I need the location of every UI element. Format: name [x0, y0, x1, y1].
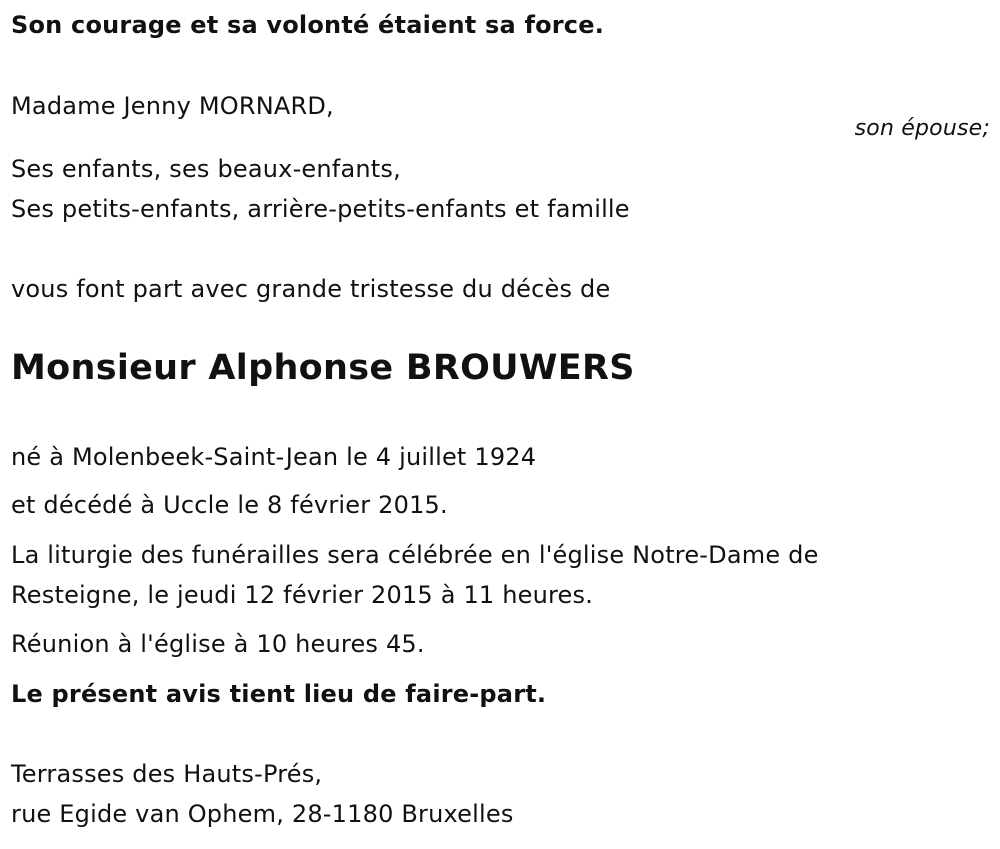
- address-line-2: rue Egide van Ophem, 28-1180 Bruxelles: [11, 800, 514, 828]
- notice-statement: Le présent avis tient lieu de faire-part.: [11, 680, 547, 708]
- death-line: et décédé à Uccle le 8 février 2015.: [11, 491, 448, 519]
- spouse-name: Madame Jenny MORNARD,: [11, 92, 334, 120]
- announcement-line: vous font part avec grande tristesse du décès de: [11, 275, 611, 303]
- address-line-1: Terrasses des Hauts-Prés,: [11, 760, 323, 788]
- deceased-name-heading: Monsieur Alphonse BROUWERS: [11, 348, 635, 388]
- birth-line: né à Molenbeek-Saint-Jean le 4 juillet 1924: [11, 443, 537, 471]
- funeral-line-1: La liturgie des funérailles sera célébrée en l'église Notre-Dame de: [11, 541, 819, 569]
- meeting-line: Réunion à l'église à 10 heures 45.: [11, 630, 425, 658]
- spouse-role: son épouse;: [854, 116, 990, 141]
- funeral-line-2: Resteigne, le jeudi 12 février 2015 à 11 heures.: [11, 581, 594, 609]
- grandchildren-line: Ses petits-enfants, arrière-petits-enfants et famille: [11, 195, 630, 223]
- motto-text: Son courage et sa volonté étaient sa force.: [11, 11, 605, 39]
- children-line: Ses enfants, ses beaux-enfants,: [11, 155, 401, 183]
